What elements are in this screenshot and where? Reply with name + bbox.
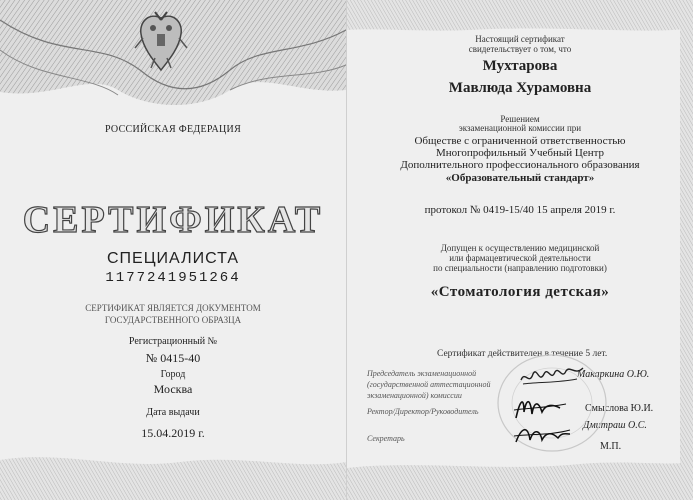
rector-name: Смыслова Ю.И. <box>585 403 654 414</box>
chair-role-line3: экзаменационной) комиссии <box>367 391 462 400</box>
decision-line2: экзаменационной комиссии при <box>458 123 582 133</box>
secretary-role: Секретарь <box>367 434 405 443</box>
decision-line1: Решением <box>500 114 540 124</box>
right-page <box>347 0 693 500</box>
chair-role-line2: (государственной аттестационной <box>367 380 491 389</box>
protocol-line: протокол № 0419-15/40 15 апреля 2019 г. <box>424 204 616 216</box>
holder-name: Мавлюда Хурамовна <box>448 80 592 96</box>
intro-line1: Настоящий сертификат <box>475 34 565 44</box>
admission-line2: или фармацевтической деятельности <box>449 253 591 263</box>
city-label: Город <box>160 369 186 380</box>
document-note-line2: ГОСУДАРСТВЕННОГО ОБРАЗЦА <box>104 315 242 325</box>
organization-line2: Многопрофильный Учебный Центр <box>435 147 605 159</box>
specialty: «Стоматология детская» <box>430 284 610 300</box>
certificate-title: СЕРТИФИКАТ <box>22 199 324 241</box>
chair-name: Макаркина О.Ю. <box>577 369 650 380</box>
rector-signature <box>510 392 570 422</box>
registration-value: № 0415-40 <box>145 351 201 365</box>
registration-label: Регистрационный № <box>128 336 218 347</box>
secretary-name: Дмитраш О.С. <box>583 420 647 431</box>
organization-line1: Обществе с ограниченной ответственностью <box>414 135 626 147</box>
intro-line2: свидетельствует о том, что <box>468 44 572 54</box>
chair-role-line1: Председатель экзаменационной <box>367 369 477 378</box>
country-label: РОССИЙСКАЯ ФЕДЕРАЦИЯ <box>104 124 242 135</box>
admission-line3: по специальности (направлению подготовки) <box>433 263 607 273</box>
holder-surname: Мухтарова <box>482 58 558 74</box>
chair-signature <box>517 362 587 390</box>
validity-note: Сертификат действителен в течение 5 лет. <box>437 349 608 359</box>
organization-line4: «Образовательный стандарт» <box>445 172 595 184</box>
certificate-subtitle: СПЕЦИАЛИСТА <box>106 250 240 267</box>
organization-line3: Дополнительного профессионального образования <box>400 159 640 171</box>
issue-date-label: Дата выдачи <box>146 407 200 418</box>
admission-line1: Допущен к осуществлению медицинской <box>440 243 600 253</box>
secretary-signature <box>512 420 572 448</box>
coat-of-arms-emblem <box>131 8 191 80</box>
document-note-line1: СЕРТИФИКАТ ЯВЛЯЕТСЯ ДОКУМЕНТОМ <box>85 303 261 313</box>
stamp-label: М.П. <box>600 441 622 452</box>
certificate-number: 1177241951264 <box>105 270 241 286</box>
issue-date-value: 15.04.2019 г. <box>141 426 205 440</box>
city-value: Москва <box>153 382 193 396</box>
rector-role: Ректор/Директор/Руководитель <box>367 407 479 416</box>
